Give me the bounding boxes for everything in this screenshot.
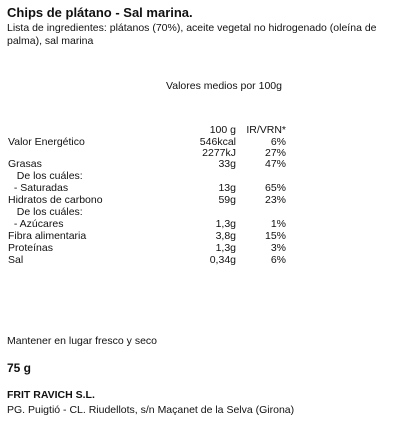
nutrient-value: 2277kJ bbox=[202, 147, 236, 159]
nutrient-label: - Azúcares bbox=[8, 218, 64, 230]
nutrient-label: Hidratos de carbono bbox=[8, 194, 103, 206]
product-title: Chips de plátano - Sal marina. bbox=[7, 5, 193, 20]
nutrient-label: - Saturadas bbox=[8, 182, 69, 194]
nutrient-percent: 65% bbox=[264, 182, 286, 194]
nutrition-header-value: 100 g bbox=[209, 124, 236, 136]
nutrient-value: 33g bbox=[218, 158, 236, 170]
nutrient-percent: 23% bbox=[264, 194, 286, 206]
nutrient-label: De los cuáles: bbox=[8, 206, 83, 218]
nutrient-label: Sal bbox=[8, 254, 24, 266]
nutrient-percent: 47% bbox=[264, 158, 286, 170]
ingredients-list: Lista de ingredientes: plátanos (70%), aceite vegetal no hidrogenado (oleína de palma), sal marina bbox=[7, 22, 377, 47]
nutrient-value: 546kcal bbox=[199, 136, 236, 148]
nutrient-value: 13g bbox=[218, 182, 236, 194]
nutrition-header-pct: IR/VRN* bbox=[246, 124, 286, 136]
nutrient-percent: 6% bbox=[270, 136, 286, 148]
nutrient-percent: 6% bbox=[270, 254, 286, 266]
storage-instructions: Mantener en lugar fresco y seco bbox=[7, 335, 157, 347]
nutrient-label: Fibra alimentaria bbox=[8, 230, 87, 242]
nutrient-value: 1,3g bbox=[215, 218, 236, 230]
nutrient-percent: 3% bbox=[270, 242, 286, 254]
net-weight: 75 g bbox=[7, 361, 32, 375]
nutrient-label: Valor Energético bbox=[8, 136, 85, 148]
nutrient-value: 0,34g bbox=[209, 254, 236, 266]
nutrient-value: 59g bbox=[218, 194, 236, 206]
nutrient-value: 1,3g bbox=[215, 242, 236, 254]
nutrition-subtitle: Valores medios por 100g bbox=[166, 80, 282, 92]
nutrient-percent: 15% bbox=[264, 230, 286, 242]
nutrient-percent: 1% bbox=[270, 218, 286, 230]
company-address: PG. Puigtió - CL. Riudellots, s/n Maçanet de la Selva (Girona) bbox=[7, 404, 295, 416]
company-name: FRIT RAVICH S.L. bbox=[7, 389, 95, 401]
nutrient-label: Proteínas bbox=[8, 242, 53, 254]
nutrient-label: Grasas bbox=[8, 158, 42, 170]
nutrient-percent: 27% bbox=[264, 147, 286, 159]
nutrient-value: 3,8g bbox=[215, 230, 236, 242]
nutrient-label: De los cuáles: bbox=[8, 170, 83, 182]
